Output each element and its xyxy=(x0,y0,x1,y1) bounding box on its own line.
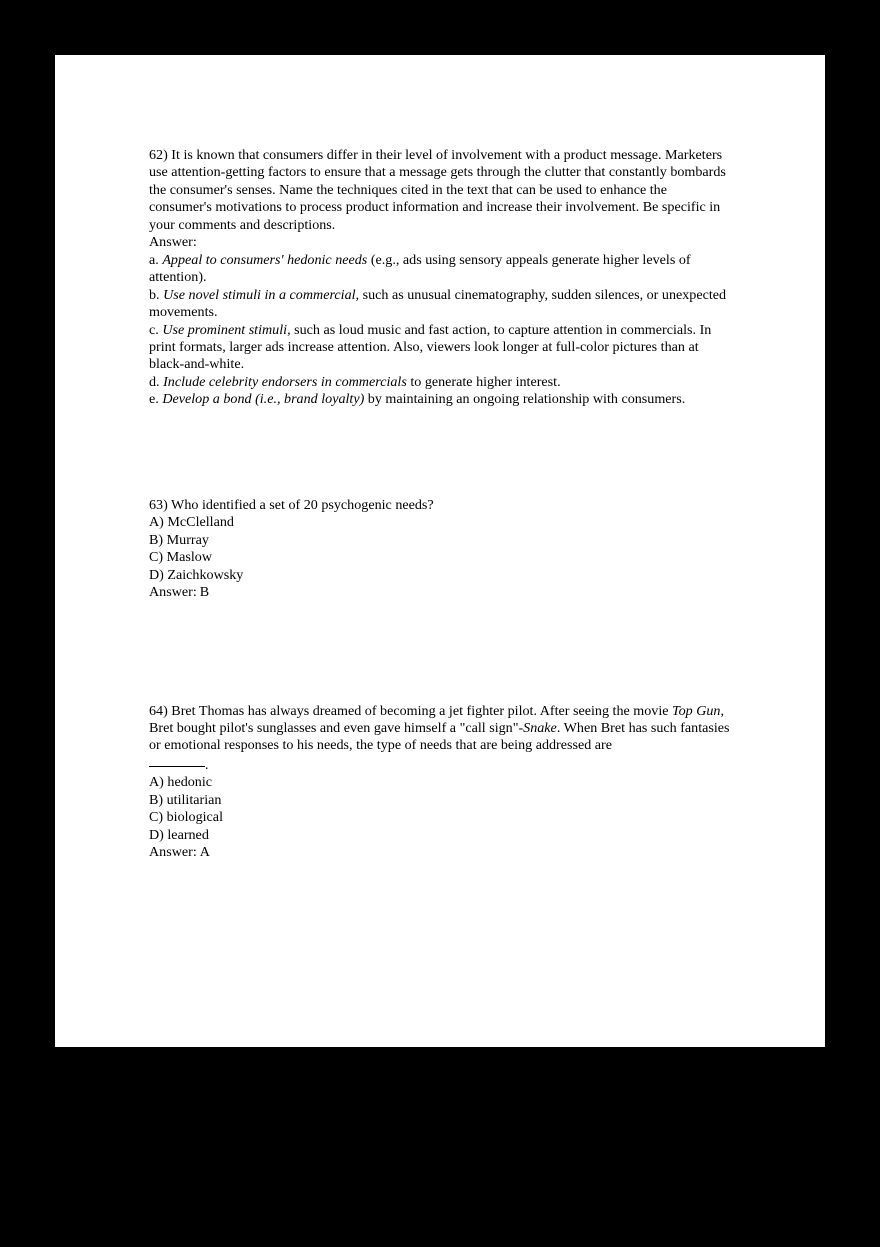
question-64-option-d[interactable]: D) learned xyxy=(149,826,209,843)
question-64-prompt-part3: . When Bret has such fantasies or emotional responses to his needs, the type of needs that are being addressed are xyxy=(149,719,730,754)
question-block-63 xyxy=(149,497,733,602)
question-62-answer-item-d xyxy=(149,374,733,391)
answer-item-marker-c: c. xyxy=(149,321,159,338)
question-63-answer-value: B xyxy=(199,584,210,601)
question-62-answer-item-e xyxy=(149,391,733,408)
document-text-column xyxy=(149,147,733,862)
answer-item-marker-d: d. xyxy=(149,373,160,390)
question-64-option-c[interactable]: C) biological xyxy=(149,809,223,826)
question-63-answer-label: Answer: xyxy=(149,584,197,601)
question-63-prompt: 63) Who identified a set of 20 psychogenic needs? xyxy=(149,496,434,513)
question-64-prompt-part1: 64) Bret Thomas has always dreamed of becoming a jet fighter pilot. After seeing the movie xyxy=(149,702,673,719)
answer-item-marker-e: e. xyxy=(149,391,159,408)
answer-item-marker-b: b. xyxy=(149,286,160,303)
question-63-option-c[interactable]: C) Maslow xyxy=(149,549,213,566)
answer-item-roman-d: to generate higher interest. xyxy=(406,373,561,390)
section-spacer-62-63 xyxy=(149,409,733,497)
question-block-64 xyxy=(149,703,733,862)
fill-in-blank xyxy=(149,755,205,767)
question-64-blank-suffix: . xyxy=(205,756,209,773)
question-64-blank-row xyxy=(149,755,733,774)
answer-item-italic-a: Appeal to consumers' hedonic needs xyxy=(162,251,368,268)
answer-item-roman-e: by maintaining an ongoing relationship with consumers. xyxy=(364,391,686,408)
question-64-answer-value: A xyxy=(199,844,210,861)
question-62-answer-item-b xyxy=(149,287,733,322)
answer-item-italic-b: Use novel stimuli in a commercial, xyxy=(163,286,360,303)
question-62-answer-item-a xyxy=(149,252,733,287)
question-63-option-a[interactable]: A) McClelland xyxy=(149,514,234,531)
answer-item-marker-a: a. xyxy=(149,251,159,268)
document-sheet xyxy=(55,55,825,1047)
section-spacer-63-64 xyxy=(149,602,733,703)
question-63-option-b[interactable]: B) Murray xyxy=(149,531,209,548)
question-64-movie-title: Top Gun xyxy=(672,702,721,719)
question-63-option-d[interactable]: D) Zaichkowsky xyxy=(149,566,244,583)
question-64-answer xyxy=(149,844,733,861)
question-62-answer-item-c xyxy=(149,322,733,374)
answer-item-roman-a: (e.g., ads using sensory appeals generate higher levels of attention). xyxy=(149,251,691,286)
answer-item-italic-e: Develop a bond (i.e., brand loyalty) xyxy=(162,391,365,408)
answer-item-roman-c: such as loud music and fast action, to capture attention in commercials. In print formats, larger ads increase attention. Also, viewers look longer at full-color pictures than at black-and-white. xyxy=(149,321,712,373)
question-63-answer xyxy=(149,584,733,601)
question-64-callsign: Snake xyxy=(523,719,557,736)
question-64-option-b[interactable]: B) utilitarian xyxy=(149,791,222,808)
answer-item-italic-d: Include celebrity endorsers in commercials xyxy=(163,373,407,390)
question-block-62 xyxy=(149,147,733,409)
question-64-option-a[interactable]: A) hedonic xyxy=(149,774,213,791)
question-64-prompt xyxy=(149,703,733,755)
question-64-answer-label: Answer: xyxy=(149,844,197,861)
question-62-prompt: 62) It is known that consumers differ in their level of involvement with a product message. Marketers use attention-getting factors to ensure that a message gets through the clutter that constantly bombards the consumer's senses. Name the techniques cited in the text that can be used to enhance the consumer's motivations to process product information and increase their involvement. Be specific in your comments and descriptions. xyxy=(149,147,726,233)
answer-item-roman-b: such as unusual cinematography, sudden silences, or unexpected movements. xyxy=(149,286,727,321)
question-64-prompt-part2: , Bret bought pilot's sunglasses and even gave himself a "call sign"- xyxy=(149,702,724,736)
question-62-answer-label: Answer: xyxy=(149,234,197,251)
answer-item-italic-c: Use prominent stimuli, xyxy=(162,321,291,338)
